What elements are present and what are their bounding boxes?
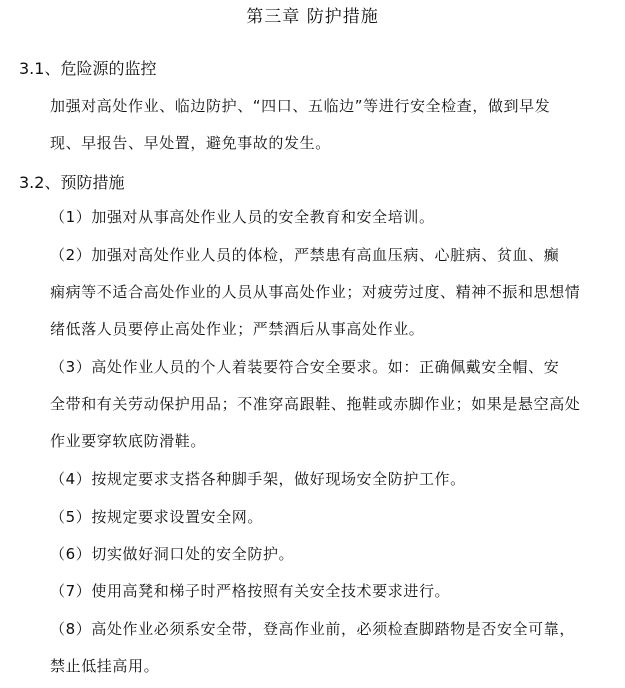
paragraph-line: （2）加强对高处作业人员的体检，严禁患有高血压病、心脏病、贫血、癫 [50,246,560,264]
chapter-title: 第三章 防护措施 [246,7,379,27]
paragraph-line: 绪低落人员要停止高处作业；严禁酒后从事高处作业。 [50,320,425,338]
paragraph-line: （3）高处作业人员的个人着装要符合安全要求。如：正确佩戴安全帽、安 [50,358,560,376]
list-item-3 [19,349,611,460]
paragraph-line: （5）按规定要求设置安全网。 [50,508,263,526]
paragraph-line: （4）按规定要求支搭各种脚手架，做好现场安全防护工作。 [50,470,466,488]
paragraph-hazard-monitoring [19,88,611,162]
section-heading-3-2: 3.2、预防措施 [19,173,125,192]
paragraph-line: 作业要穿软底防滑鞋。 [50,432,207,450]
list-item-1 [19,199,611,236]
paragraph-line: （7）使用高凳和梯子时严格按照有关安全技术要求进行。 [50,582,451,600]
paragraph-line: 现、早报告、早处置，避免事故的发生。 [50,134,331,152]
paragraph-line: 全带和有关劳动保护用品；不准穿高跟鞋、拖鞋或赤脚作业；如果是悬空高处 [50,395,581,413]
paragraph-line: （1）加强对从事高处作业人员的安全教育和安全培训。 [50,208,435,226]
paragraph-line: 加强对高处作业、临边防护、“四口、五临边”等进行安全检查，做到早发 [50,97,551,115]
list-item-2 [19,237,611,348]
paragraph-line: 禁止低挂高用。 [50,657,160,675]
paragraph-line: 痫病等不适合高处作业的人员从事高处作业；对疲劳过度、精神不振和思想情 [50,283,581,301]
list-item-6 [19,536,611,573]
list-item-7 [19,573,611,610]
paragraph-line: （8）高处作业必须系安全带，登高作业前，必须检查脚踏物是否安全可靠， [50,620,575,638]
list-item-8 [19,611,611,685]
paragraph-line: （6）切实做好洞口处的安全防护。 [50,545,295,563]
section-heading-3-1: 3.1、危险源的监控 [19,59,157,78]
list-item-4 [19,461,611,498]
list-item-5 [19,499,611,536]
